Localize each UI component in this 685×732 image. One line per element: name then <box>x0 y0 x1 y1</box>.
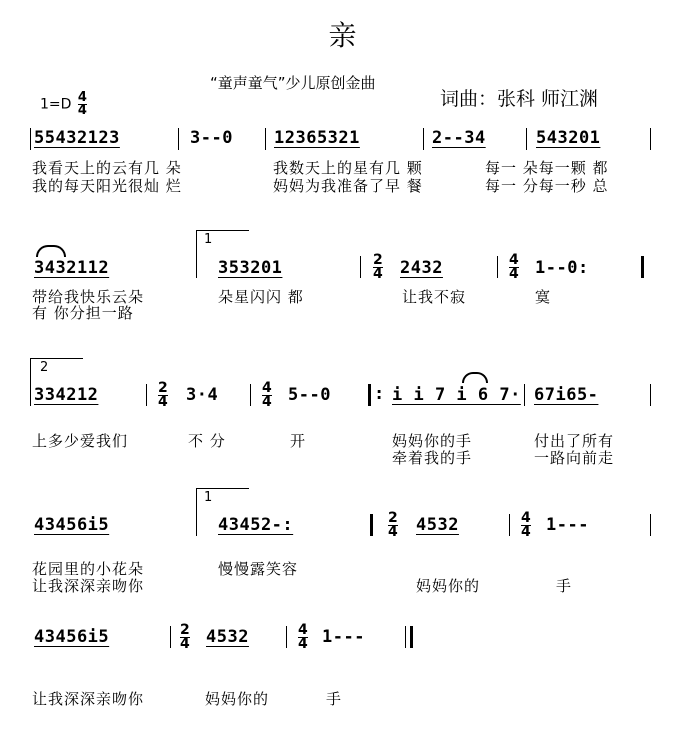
notes-r3-m1: 334212 <box>34 385 99 405</box>
barline <box>360 256 361 278</box>
time-signature-4-4: 4 4 <box>521 510 531 540</box>
lyric-r2-v1c: 让我不寂 <box>402 288 467 306</box>
lyric-r4-v2b: 妈妈你的 <box>416 577 481 595</box>
lyric-r2-v1a: 带给我快乐云朵 <box>32 288 145 306</box>
lyric-r1-v1b: 我数天上的星有几 颗 <box>273 159 423 177</box>
time-signature-2-4: 2 4 <box>180 622 190 652</box>
start-repeat-barline <box>368 384 371 406</box>
barline <box>509 514 510 536</box>
lyric-r2-v1b: 朵星闪闪 都 <box>218 288 304 306</box>
time-signature-2-4: 2 4 <box>388 510 398 540</box>
volta-number: 1 <box>204 490 213 505</box>
notes-r2-m1: 3432112 <box>34 258 110 278</box>
lyric-r1-v2a: 我的每天阳光很灿 烂 <box>32 177 182 195</box>
song-subtitle: “童声童气”少儿原创金曲 <box>210 74 376 92</box>
barline <box>497 256 498 278</box>
notes-r1-m1: 55432123 <box>34 128 120 148</box>
notes-r4-m1: 43456i5 <box>34 515 110 535</box>
barline <box>265 128 266 150</box>
barline <box>524 384 525 406</box>
notes-r3-m2: 3·4 <box>186 385 219 405</box>
final-barline-thick <box>410 626 413 648</box>
barline <box>146 384 147 406</box>
volta-number: 1 <box>204 232 213 247</box>
barline <box>30 128 31 150</box>
lyric-r3-a: 上多少爱我们 <box>32 432 129 450</box>
song-credits: 词曲：张科 师江渊 <box>440 88 599 110</box>
notes-r2-m2: 353201 <box>218 258 283 278</box>
lyric-r4-v2c: 手 <box>556 577 573 595</box>
song-title: 亲 <box>328 19 357 52</box>
notes-r3-m3: 5--0 <box>288 385 331 405</box>
barline <box>178 128 179 150</box>
key-signature <box>40 92 87 117</box>
lyric-r5-c: 手 <box>326 690 343 708</box>
notes-r1-m3: 12365321 <box>274 128 360 148</box>
lyric-r5-a: 让我深深亲吻你 <box>32 690 145 708</box>
time-signature-4-4: 4 4 <box>509 252 519 282</box>
notes-r2-m4: 1--0: <box>535 258 589 278</box>
barline <box>650 384 651 406</box>
notes-r3-m5: 67i65- <box>534 385 599 405</box>
lyric-r3-d1: 妈妈你的手 <box>392 432 473 450</box>
time-signature-2-4: 2 4 <box>373 252 383 282</box>
lyric-r3-d2: 牵着我的手 <box>392 449 473 467</box>
lyric-r1-v1a: 我看天上的云有几 朵 <box>32 159 182 177</box>
slur-mark <box>36 245 66 257</box>
barline <box>526 128 527 150</box>
notes-r4-m3: 4532 <box>416 515 459 535</box>
lyric-r4-v2a: 让我深深亲吻你 <box>32 577 145 595</box>
slur-mark <box>462 372 488 383</box>
lyric-r3-b: 不 分 <box>188 432 226 450</box>
lyric-r4-v1a: 花园里的小花朵 <box>32 560 145 578</box>
lyric-r2-v1d: 寞 <box>535 288 552 306</box>
barline <box>423 128 424 150</box>
key-label: 1=D <box>40 96 72 113</box>
lyric-r3-c: 开 <box>290 432 307 450</box>
notes-r5-m3: 1--- <box>322 627 365 647</box>
lyric-r3-e1: 付出了所有 <box>534 432 615 450</box>
lyric-r1-v2b: 妈妈为我准备了早 餐 <box>273 177 423 195</box>
lyric-r4-v1b: 慢慢露笑容 <box>218 560 299 578</box>
lyric-r1-v2c: 每一 分每一秒 总 <box>485 177 609 195</box>
end-repeat-barline <box>641 256 644 278</box>
notes-r1-m2: 3--0 <box>190 128 233 148</box>
time-signature-2-4: 2 4 <box>158 380 168 410</box>
time-signature: $\frac{4}{4}$ <box>77 90 87 118</box>
lyric-r5-b: 妈妈你的 <box>205 690 270 708</box>
lyric-r1-v1c: 每一 朵每一颗 都 <box>485 159 609 177</box>
volta-number: 2 <box>40 360 49 375</box>
notes-r4-m2: 43452-: <box>218 515 294 535</box>
notes-r2-m3: 2432 <box>400 258 443 278</box>
end-repeat-barline <box>370 514 373 536</box>
notes-r1-m4: 2--34 <box>432 128 486 148</box>
notes-r3-m4: i i 7 i 6 7· <box>392 385 521 405</box>
notes-r5-m1: 43456i5 <box>34 627 110 647</box>
barline <box>250 384 251 406</box>
lyric-r2-v2a: 有 你分担一路 <box>32 304 134 322</box>
barline <box>286 626 287 648</box>
time-signature-4-4: 4 4 <box>262 380 272 410</box>
barline <box>170 626 171 648</box>
notes-r4-m4: 1--- <box>546 515 589 535</box>
lyric-r3-e2: 一路向前走 <box>534 449 615 467</box>
barline <box>650 128 651 150</box>
notes-r5-m2: 4532 <box>206 627 249 647</box>
repeat-dots: : <box>374 384 385 404</box>
volta-bracket-2 <box>30 358 83 375</box>
barline <box>650 514 651 536</box>
final-barline-thin <box>405 626 406 648</box>
time-signature-4-4: 4 4 <box>298 622 308 652</box>
notes-r1-m5: 543201 <box>536 128 601 148</box>
